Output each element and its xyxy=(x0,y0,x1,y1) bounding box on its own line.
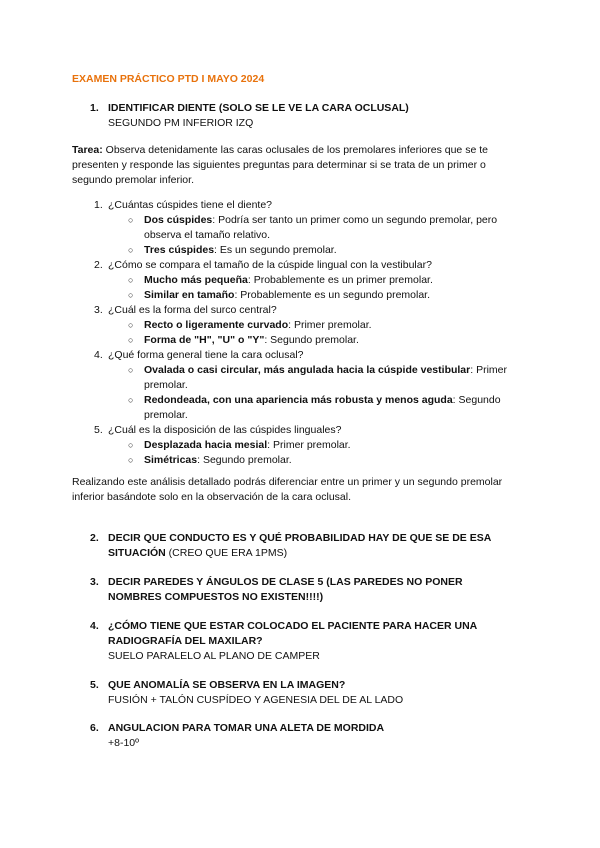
question-1-option-2 xyxy=(128,243,528,258)
question-3-number: 3. xyxy=(94,304,103,316)
bullet-icon: ○ xyxy=(128,245,134,255)
question-5-option-1 xyxy=(128,438,528,453)
question-2-number: 2. xyxy=(94,259,103,271)
conclusion-paragraph: Realizando este análisis detallado podrás diferenciar entre un primer y un segundo premolar inferior basándote solo en la observación de la cara oclusal. xyxy=(72,476,503,503)
section5-answer: FUSIÓN + TALÓN CUSPÍDEO Y AGENESIA DEL DE AL LADO xyxy=(108,694,404,706)
question-4-text: ¿Qué forma general tiene la cara oclusal? xyxy=(108,349,304,361)
option-bold: Desplazada hacia mesial xyxy=(144,439,268,451)
section4-number: 4. xyxy=(90,620,99,632)
question-1-text: ¿Cuántas cúspides tiene el diente? xyxy=(108,199,273,211)
section1-heading: IDENTIFICAR DIENTE (SOLO SE LE VE LA CARA OCLUSAL) xyxy=(108,102,409,114)
option-bold: Simétricas xyxy=(144,454,198,466)
option-bold: Dos cúspides xyxy=(144,214,213,226)
question-2-option-1 xyxy=(128,273,528,288)
bullet-icon: ○ xyxy=(128,215,134,225)
bullet-icon: ○ xyxy=(128,335,134,345)
question-3-option-2 xyxy=(128,333,528,348)
section6-number: 6. xyxy=(90,722,99,734)
question-1-option-1 xyxy=(128,213,523,243)
option-bold: Similar en tamaño xyxy=(144,289,235,301)
question-4-number: 4. xyxy=(94,349,103,361)
question-4-option-2 xyxy=(128,393,526,423)
question-1 xyxy=(94,198,272,213)
section2-note: (CREO QUE ERA 1PMS) xyxy=(165,547,288,559)
option-text: : Probablemente es un segundo premolar. xyxy=(234,289,430,301)
bullet-icon: ○ xyxy=(128,290,134,300)
question-4-option-1 xyxy=(128,363,508,393)
question-5 xyxy=(94,423,341,438)
section2-heading xyxy=(108,531,528,561)
section5-heading: QUE ANOMALÍA SE OBSERVA EN LA IMAGEN? xyxy=(108,679,346,691)
section4-heading: ¿CÓMO TIENE QUE ESTAR COLOCADO EL PACIENTE PARA HACER UNA RADIOGRAFÍA DEL MAXILAR? xyxy=(108,620,477,647)
section5-number: 5. xyxy=(90,679,99,691)
question-2-text: ¿Cómo se compara el tamaño de la cúspide lingual con la vestibular? xyxy=(108,259,432,271)
bullet-icon: ○ xyxy=(128,440,134,450)
question-2-option-2 xyxy=(128,288,528,303)
option-bold: Ovalada o casi circular, más angulada hacia la cúspide vestibular xyxy=(144,364,471,376)
exam-title: EXAMEN PRÁCTICO PTD I MAYO 2024 xyxy=(72,73,265,85)
option-text: : Primer premolar. xyxy=(144,364,507,391)
question-3-text: ¿Cuál es la forma del surco central? xyxy=(108,304,277,316)
question-5-text: ¿Cuál es la disposición de las cúspides linguales? xyxy=(108,424,342,436)
option-bold: Tres cúspides xyxy=(144,244,215,256)
option-bold: Redondeada, con una apariencia más robusta y menos aguda xyxy=(144,394,453,406)
section4-answer: SUELO PARALELO AL PLANO DE CAMPER xyxy=(108,650,320,662)
section1-answer: SEGUNDO PM INFERIOR IZQ xyxy=(108,117,254,129)
question-3 xyxy=(94,303,277,318)
option-bold: Forma de "H", "U" o "Y" xyxy=(144,334,265,346)
option-text: : Segundo premolar. xyxy=(264,334,359,346)
option-text: : Podría ser tanto un primer como un segundo premolar, pero observa el tamaño relativo. xyxy=(144,214,498,241)
question-5-number: 5. xyxy=(94,424,103,436)
task-text: Observa detenidamente las caras oclusales de los premolares inferiores que se te presenten y responde las siguientes preguntas para determinar si se trata de un primer o segundo premolar inferior. xyxy=(72,144,488,186)
task-paragraph xyxy=(72,143,524,188)
bullet-icon: ○ xyxy=(128,395,134,405)
question-1-number: 1. xyxy=(94,199,103,211)
option-bold: Mucho más pequeña xyxy=(144,274,248,286)
section6-answer: +8-10º xyxy=(108,737,139,749)
section1-number: 1. xyxy=(90,102,99,114)
question-2 xyxy=(94,258,432,273)
question-5-option-2 xyxy=(128,453,528,468)
bullet-icon: ○ xyxy=(128,455,134,465)
option-text: : Es un segundo premolar. xyxy=(214,244,337,256)
section3-heading: DECIR PAREDES Y ÁNGULOS DE CLASE 5 (LAS PAREDES NO PONER NOMBRES COMPUESTOS NO EXISTEN!!!!) xyxy=(108,576,463,603)
option-text: : Primer premolar. xyxy=(267,439,351,451)
section6-heading: ANGULACION PARA TOMAR UNA ALETA DE MORDIDA xyxy=(108,722,385,734)
bullet-icon: ○ xyxy=(128,320,134,330)
section2-number: 2. xyxy=(90,532,99,544)
option-text: : Probablemente es un primer premolar. xyxy=(247,274,433,286)
option-text: : Segundo premolar. xyxy=(144,394,501,421)
option-bold: Recto o ligeramente curvado xyxy=(144,319,289,331)
option-text: : Primer premolar. xyxy=(288,319,372,331)
question-3-option-1 xyxy=(128,318,528,333)
bullet-icon: ○ xyxy=(128,365,134,375)
section2-heading-text: DECIR QUE CONDUCTO ES Y QUÉ PROBABILIDAD HAY DE QUE SE DE ESA SITUACIÓN xyxy=(108,532,491,559)
question-4 xyxy=(94,348,304,363)
option-text: : Segundo premolar. xyxy=(197,454,292,466)
task-label: Tarea: xyxy=(72,144,103,156)
bullet-icon: ○ xyxy=(128,275,134,285)
section3-number: 3. xyxy=(90,576,99,588)
